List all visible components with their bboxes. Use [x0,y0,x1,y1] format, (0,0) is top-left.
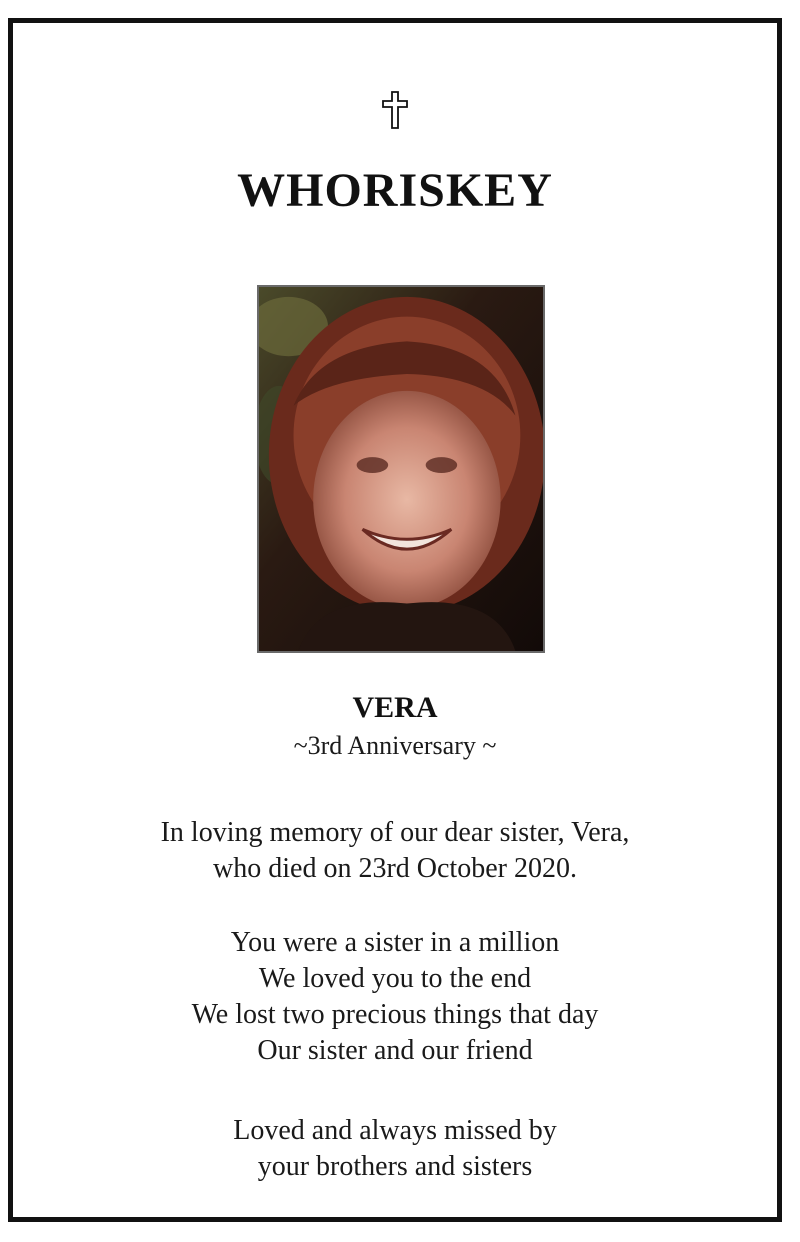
verse-line: You were a sister in a million [230,927,560,958]
first-name: VERA [352,691,438,724]
closing-paragraph [13,1113,777,1185]
anniversary-line: ~3rd Anniversary ~ [293,731,497,760]
portrait-photo [257,285,545,653]
cross-icon [382,91,408,129]
closing-line: Loved and always missed by [233,1115,557,1146]
portrait-image [259,287,543,651]
verse-line: Our sister and our friend [257,1035,533,1066]
verse-line: We lost two precious things that day [191,999,599,1030]
verse-line: We loved you to the end [258,963,532,994]
memory-line: who died on 23rd October 2020. [213,853,577,884]
memorial-notice-card [8,18,782,1222]
memory-line: In loving memory of our dear sister, Vera, [160,817,630,848]
surname-heading: WHORISKEY [237,164,553,217]
memory-paragraph [13,815,777,887]
cross-icon-wrap [13,91,777,134]
closing-line: your brothers and sisters [257,1151,533,1182]
verse-paragraph [13,925,777,1069]
